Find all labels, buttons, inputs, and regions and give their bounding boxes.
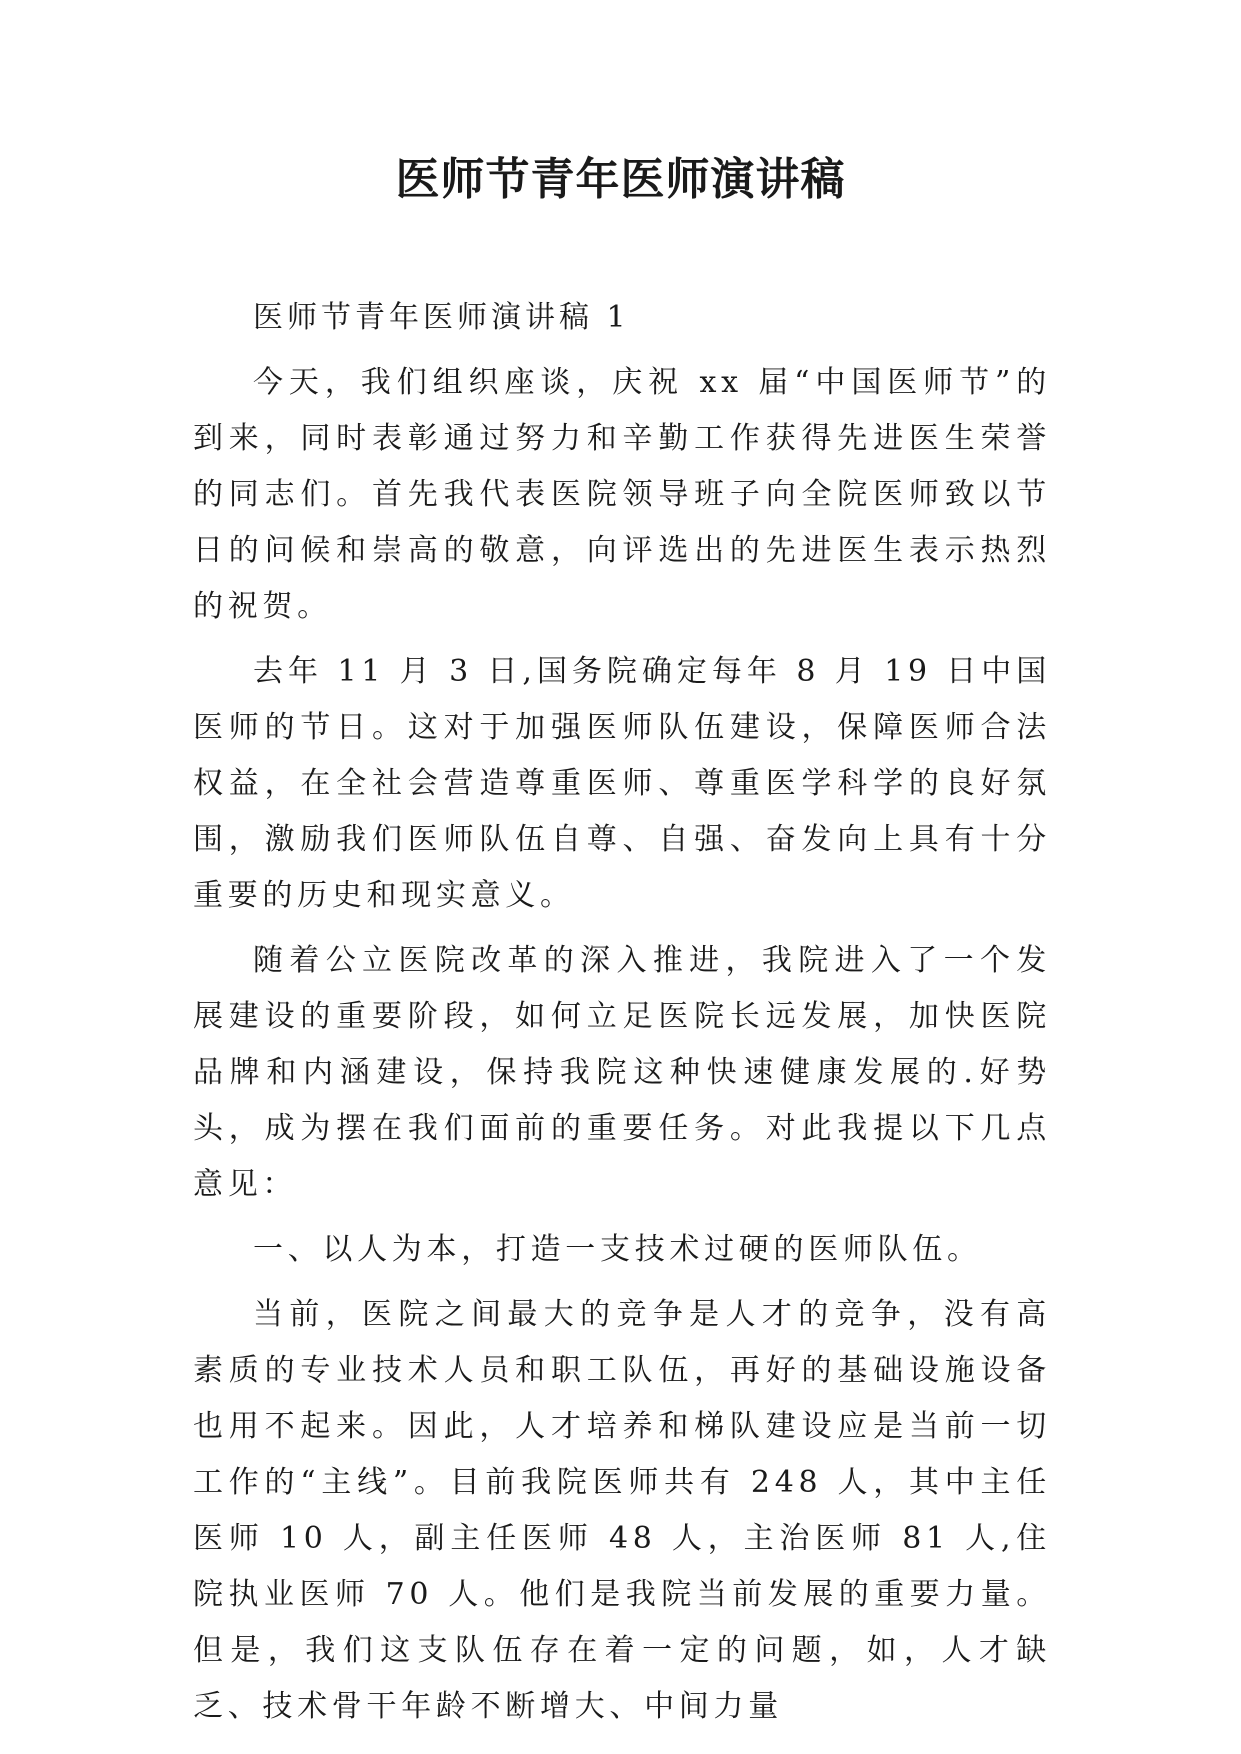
document-title: 医师节青年医师演讲稿 — [395, 154, 846, 205]
paragraph: 去年 11 月 3 日,国务院确定每年 8 月 19 日中国医师的节日。这对于加强医师队伍建设，保障医师合法权益，在全社会营造尊重医师、尊重医学科学的良好氛围，激励我们医师队伍自尊、自强、奋发向上具有十分重要的历史和现实意义。 — [193, 654, 1051, 913]
section-heading: 医师节青年医师演讲稿 1 — [253, 300, 630, 335]
paragraph: 当前，医院之间最大的竞争是人才的竞争，没有高素质的专业技术人员和职工队伍，再好的基础设施设备也用不起来。因此，人才培养和梯队建设应是当前一切工作的“主线”。目前我院医师共有 248 人，其中主任医师 10 人，副主任医师 48 人，主治医师 81 人,住院执业医师 70 人。他们是我院当前发展的重要力量。但是，我们这支队伍存在着一定的问题，如，人才缺乏、技术骨干年龄不断增大、中间力量 — [193, 1297, 1051, 1724]
document-body — [193, 290, 1051, 1744]
paragraph: 随着公立医院改革的深入推进，我院进入了一个发展建设的重要阶段，如何立足医院长远发展，加快医院品牌和内涵建设，保持我院这种快速健康发展的.好势头，成为摆在我们面前的重要任务。对此我提以下几点意见： — [193, 943, 1051, 1202]
paragraph: 一、以人为本，打造一支技术过硬的医师队伍。 — [253, 1232, 982, 1267]
paragraph: 今天，我们组织座谈，庆祝 xx 届“中国医师节”的到来，同时表彰通过努力和辛勤工作获得先进医生荣誉的同志们。首先我代表医院领导班子向全院医师致以节日的问候和崇高的敬意，向评选出的先进医生表示热烈的祝贺。 — [193, 365, 1051, 624]
